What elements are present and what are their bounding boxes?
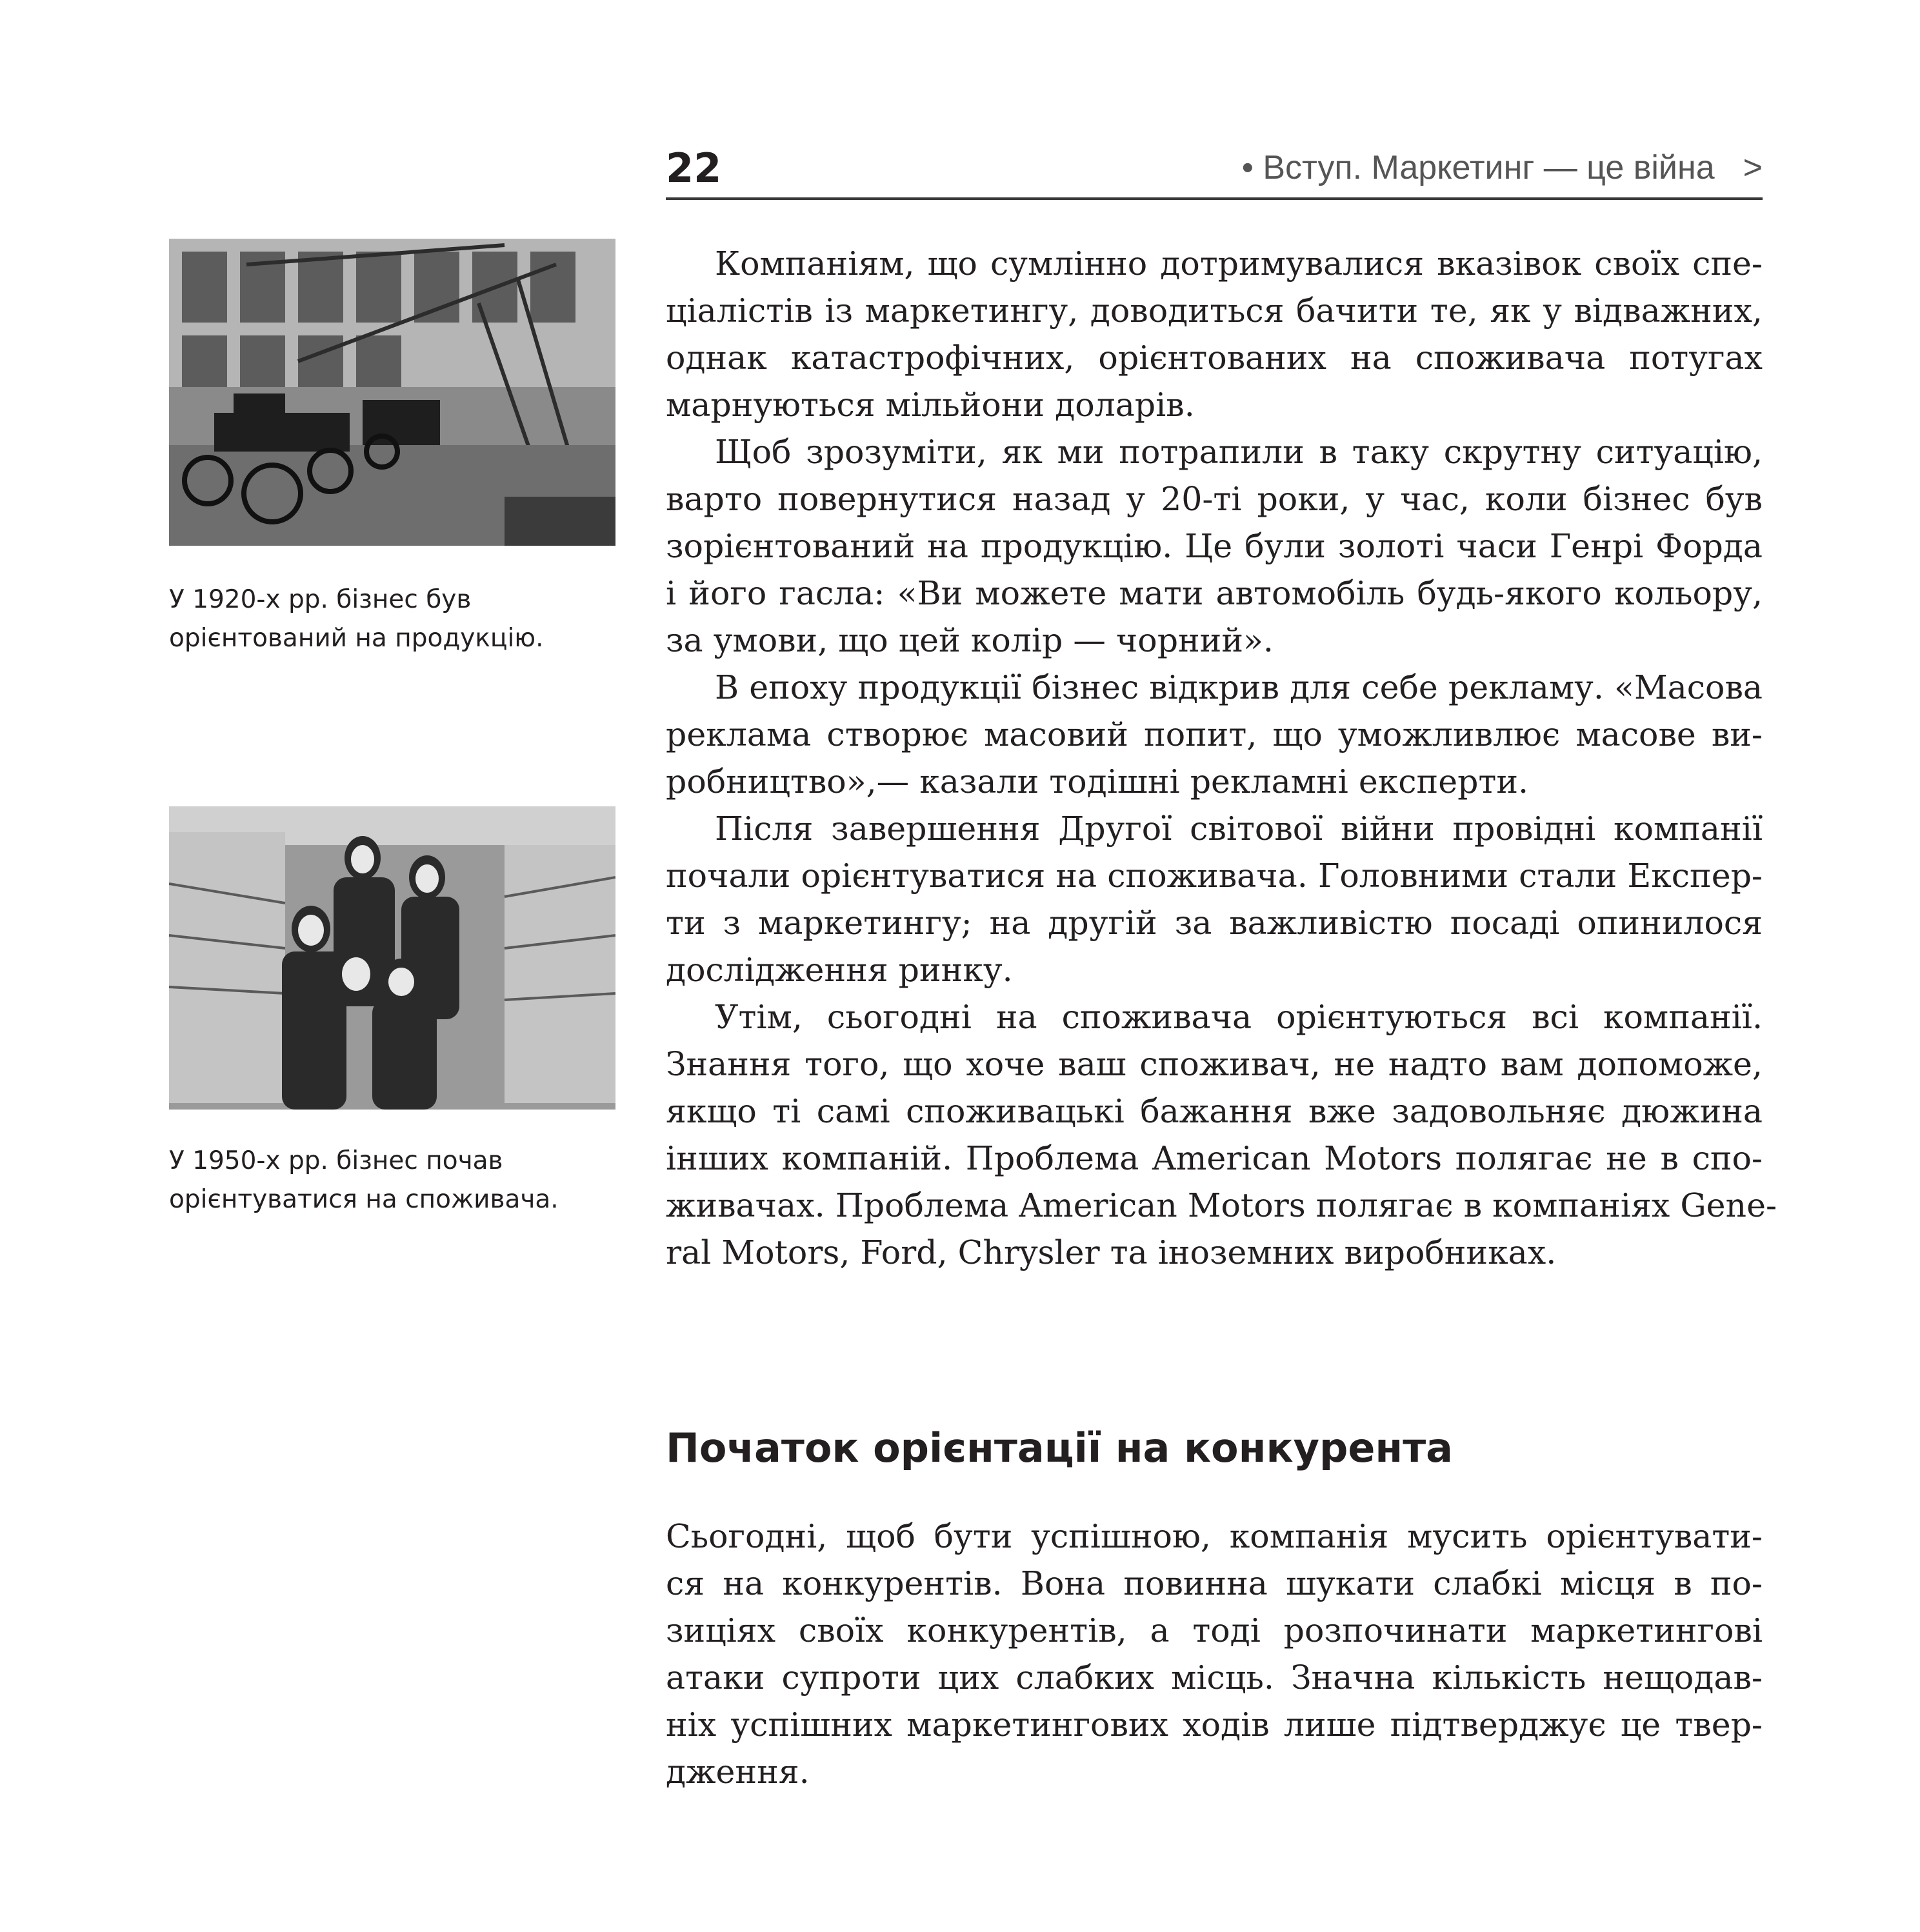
paragraph xyxy=(666,664,1763,805)
text-line: атаки супроти цих слабких місць. Значна кількість нещодав- xyxy=(666,1658,1763,1697)
text-line: за умови, що цей колір — чорний». xyxy=(666,621,1274,659)
paragraph xyxy=(666,240,1763,428)
text-line: ніх успішних маркетингових ходів лише підтверджує це твер- xyxy=(666,1706,1763,1744)
paragraph xyxy=(666,1513,1763,1795)
text-line: Після завершення Другої світової війни провідні компанії xyxy=(715,810,1763,848)
text-line: Щоб зрозуміти, як ми потрапили в таку скрутну ситуацію, xyxy=(715,433,1763,471)
paragraph xyxy=(666,428,1763,664)
text-line: однак катастрофічних, орієнтованих на споживача потугах xyxy=(666,339,1763,377)
text-line: зорієнтований на продукцію. Це були золоті часи Генрі Форда xyxy=(666,527,1763,565)
paragraph xyxy=(666,993,1777,1276)
text-line: зиціях своїх конкурентів, а тоді розпочинати маркетингові xyxy=(666,1611,1763,1649)
text-line: В епоху продукції бізнес відкрив для себе рекламу. «Масова xyxy=(715,668,1763,706)
section-body-text xyxy=(666,1513,1763,1795)
caption-line: орієнтований на продукцію. xyxy=(169,624,544,653)
running-title xyxy=(1242,148,1763,187)
text-line: почали орієнтуватися на споживача. Головними стали Експер- xyxy=(666,857,1763,895)
text-line: Сьогодні, щоб бути успішною, компанія мусить орієнтувати- xyxy=(666,1517,1763,1555)
page-header xyxy=(666,143,1763,200)
text-line: інших компаній. Проблема American Motors полягає не в спо- xyxy=(666,1139,1763,1177)
text-line: марнуються мільйони доларів. xyxy=(666,386,1195,424)
section-heading: Початок орієнтації на конкурента xyxy=(666,1424,1454,1471)
figure-caption-1920s xyxy=(169,581,621,658)
text-line: живачах. Проблема American Motors полягає в компаніях Gene- xyxy=(666,1186,1777,1224)
supermarket-family-photo xyxy=(169,806,615,1110)
text-line: Компаніям, що сумлінно дотримувалися вказівок своїх спе- xyxy=(715,244,1763,283)
text-line: ся на конкурентів. Вона повинна шукати слабкі місця в по- xyxy=(666,1564,1763,1602)
caption-line: орієнтуватися на споживача. xyxy=(169,1185,559,1214)
text-line: робництво»,— казали тодішні рекламні експерти. xyxy=(666,762,1529,801)
text-line: ral Motors, Ford, Chrysler та іноземних виробниках. xyxy=(666,1233,1557,1271)
text-line: Утім, сьогодні на споживача орієнтуються всі компанії. xyxy=(715,998,1763,1036)
text-line: ти з маркетингу; на другій за важливістю посаді опинилося xyxy=(666,904,1763,942)
paragraph xyxy=(666,805,1763,993)
text-line: і його гасла: «Ви можете мати автомобіль будь-якого кольору, xyxy=(666,574,1763,612)
main-body-text xyxy=(666,240,1777,1276)
caption-line: У 1920-х рр. бізнес був xyxy=(169,585,472,614)
figure-caption-1950s xyxy=(169,1142,621,1219)
assembly-line-photo xyxy=(169,239,615,546)
text-line: дження. xyxy=(666,1753,810,1791)
text-line: Знання того, що хоче ваш споживач, не надто вам допоможе, xyxy=(666,1045,1763,1083)
caption-line: У 1950-х рр. бізнес почав xyxy=(169,1146,503,1175)
text-line: варто повернутися назад у 20-ті роки, у час, коли бізнес був xyxy=(666,480,1763,518)
running-title-text: • Вступ. Маркетинг — це війна xyxy=(1241,149,1715,186)
page-number: 22 xyxy=(666,144,722,192)
text-line: дослідження ринку. xyxy=(666,951,1013,989)
text-line: ціалістів із маркетингу, доводиться бачити те, як у відважних, xyxy=(666,292,1763,330)
text-line: реклама створює масовий попит, що уможливлює масове ви- xyxy=(666,715,1763,753)
text-line: якщо ті самі споживацькі бажання вже задовольняє дюжина xyxy=(666,1092,1763,1130)
next-page-arrow-icon: > xyxy=(1743,149,1763,186)
